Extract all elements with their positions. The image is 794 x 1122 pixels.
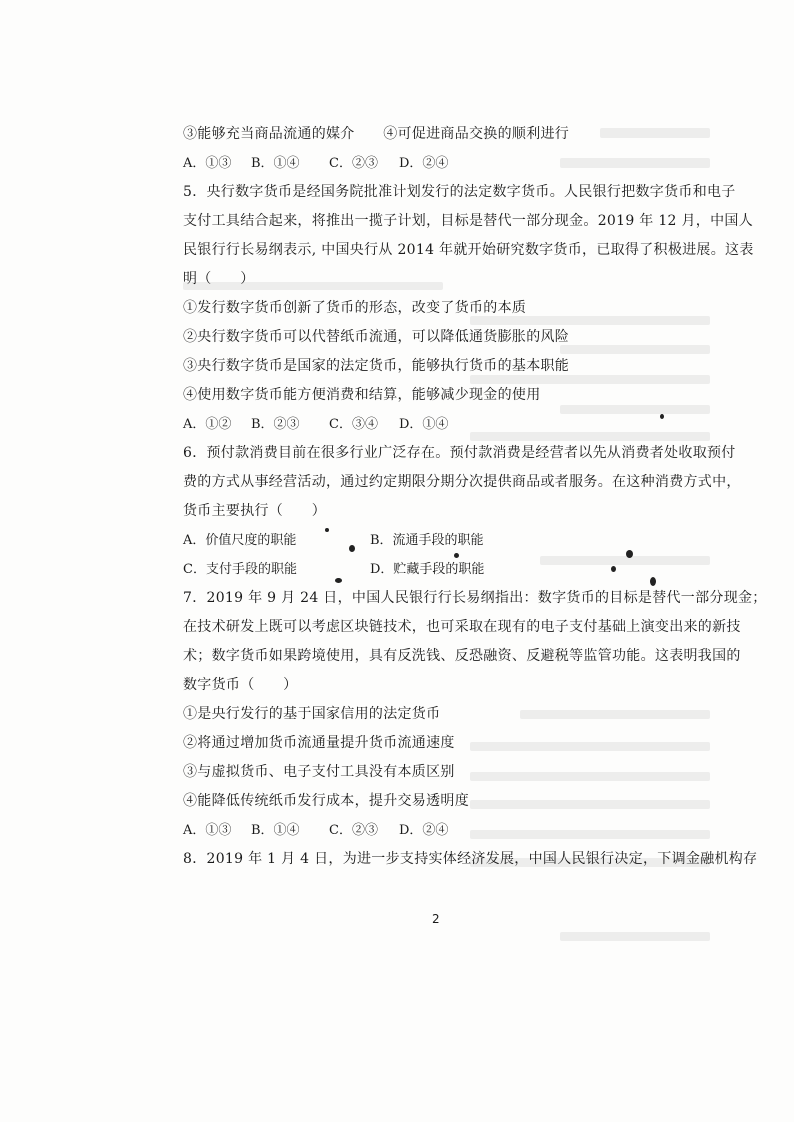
- q6-stem-line: 6．预付款消费目前在很多行业广泛存在。预付款消费是经营者以先从消费者处收取预付: [183, 445, 736, 461]
- q5-option-d: D．①④: [399, 417, 449, 432]
- q4-options: [183, 149, 713, 178]
- q4-option-a: A．①③: [183, 156, 232, 171]
- q5-option-a: A．①②: [183, 417, 232, 432]
- q7-option-c: C．②③: [329, 823, 378, 838]
- q5-option-c: C．③④: [329, 417, 378, 432]
- q7-stem-line: 数字货币（ ）: [183, 677, 298, 693]
- exam-text: [183, 120, 767, 874]
- q5-statement-4: ④使用数字货币能方便消费和结算，能够减少现金的使用: [183, 387, 541, 403]
- q7-options: [183, 816, 713, 845]
- q4-option-b: B．①④: [251, 156, 300, 171]
- q5-statement-1: ①发行数字货币创新了货币的形态，改变了货币的本质: [183, 300, 527, 316]
- q7-option-b: B．①④: [251, 823, 300, 838]
- q6-options-row-2: [183, 555, 713, 584]
- q8-stem-line: 8．2019 年 1 月 4 日，为进一步支持实体经济发展，中国人民银行决定，下调金融机构存: [183, 851, 758, 867]
- q6-option-d: D．贮藏手段的职能: [370, 562, 485, 577]
- q7-stem-line: 术；数字货币如果跨境使用，具有反洗钱、反恐融资、反避税等监管功能。这表明我国的: [183, 648, 741, 664]
- page-number: 2: [432, 912, 440, 926]
- q7-statement-1: ①是央行发行的基于国家信用的法定货币: [183, 706, 441, 722]
- q7-statement-4: ④能降低传统纸币发行成本，提升交易透明度: [183, 793, 469, 809]
- q7-statement-2: ②将通过增加货币流通量提升货币流通速度: [183, 735, 455, 751]
- q5-stem-line: 5．央行数字货币是经国务院批准计划发行的法定数字货币。人民银行把数字货币和电子: [183, 184, 736, 200]
- q4-statement-3-4: ③能够充当商品流通的媒介 ④可促进商品交换的顺利进行: [183, 126, 570, 142]
- q7-stem-line: 7．2019 年 9 月 24 日，中国人民银行行长易纲指出：数字货币的目标是替代一部分现金；: [183, 590, 767, 606]
- q5-stem-line: 明（ ）: [183, 271, 255, 287]
- q6-option-c: C．支付手段的职能: [183, 562, 297, 577]
- q7-option-a: A．①③: [183, 823, 232, 838]
- q5-statement-3: ③央行数字货币是国家的法定货币，能够执行货币的基本职能: [183, 358, 570, 374]
- q4-option-d: D．②④: [399, 156, 449, 171]
- q4-option-c: C．②③: [329, 156, 378, 171]
- q7-stem-line: 在技术研发上既可以考虑区块链技术，也可采取在现有的电子支付基础上演变出来的新技: [183, 619, 741, 635]
- q6-stem-line: 费的方式从事经营活动，通过约定期限分期分次提供商品或者服务。在这种消费方式中，: [183, 474, 741, 490]
- q7-option-d: D．②④: [399, 823, 449, 838]
- q5-statement-2: ②央行数字货币可以代替纸币流通，可以降低通货膨胀的风险: [183, 329, 570, 345]
- q6-option-b: B．流通手段的职能: [370, 533, 484, 548]
- q5-option-b: B．②③: [251, 417, 300, 432]
- q5-stem-line: 支付工具结合起来，将推出一揽子计划，目标是替代一部分现金。2019 年 12 月，中国人: [183, 213, 753, 229]
- q5-stem-line: 民银行行长易纲表示, 中国央行从 2014 年就开始研究数字货币，已取得了积极进展。这表: [183, 242, 754, 258]
- q6-options-row-1: [183, 526, 713, 555]
- q7-statement-3: ③与虚拟货币、电子支付工具没有本质区别: [183, 764, 455, 780]
- q6-option-a: A．价值尺度的职能: [183, 533, 297, 548]
- q6-stem-line: 货币主要执行（ ）: [183, 503, 326, 519]
- q5-options: [183, 410, 713, 439]
